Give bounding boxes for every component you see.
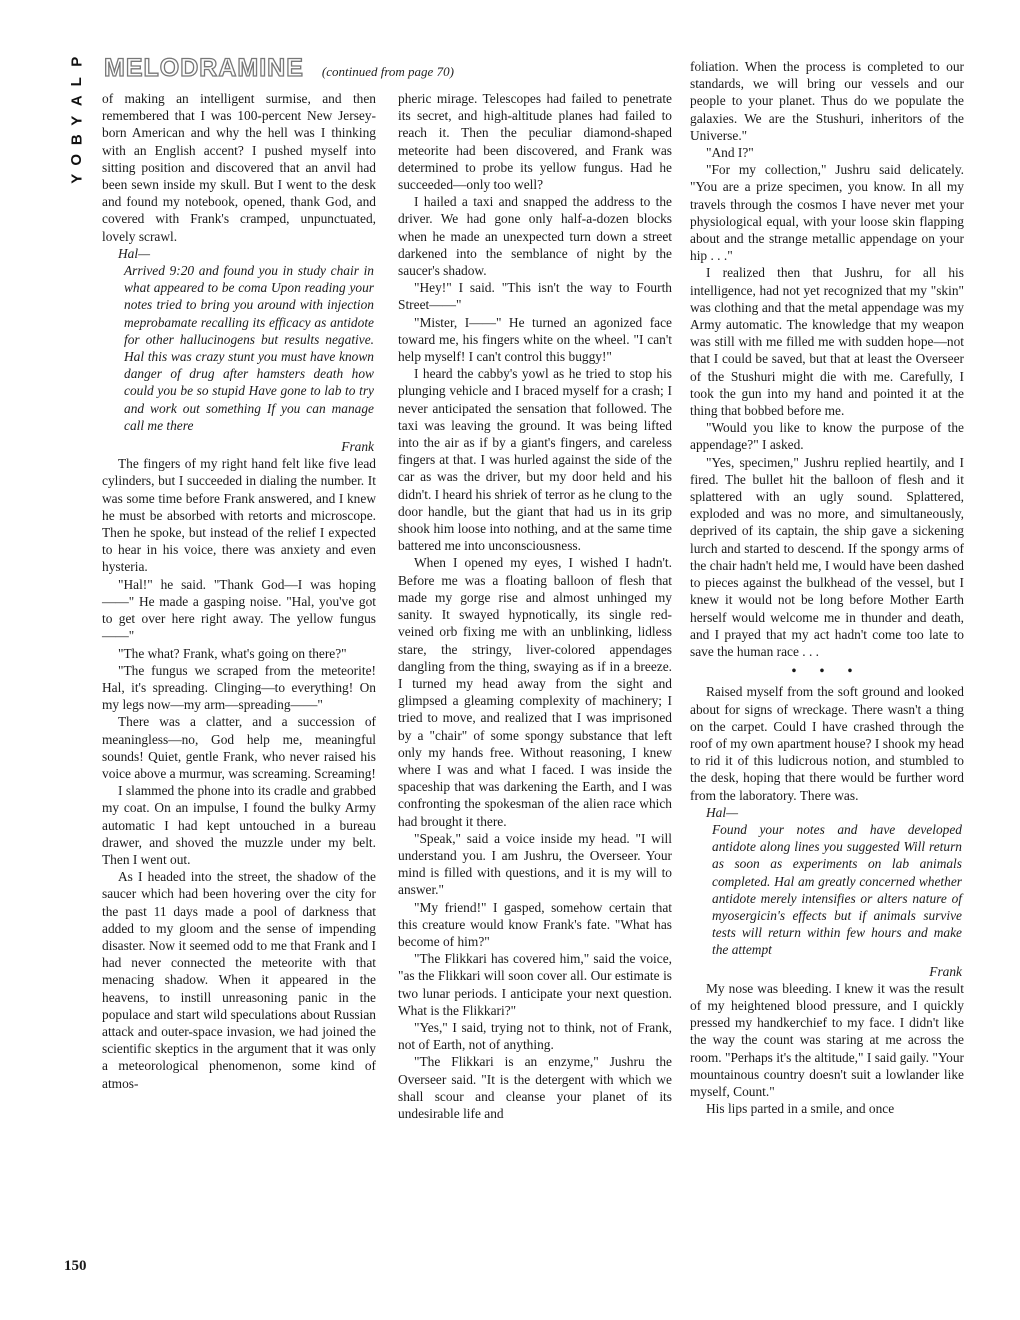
- paragraph: His lips parted in a smile, and once: [706, 1101, 895, 1117]
- paragraph: Raised myself from the soft ground and looked about for signs of wreckage. There wasn't a thing on the carpet. Could I have crashed through the roof of my own apartment house? I shook my head to rid it of this ludicrous notion, and stumbled to the desk, hoping that there would be further word from the laboratory. There was.: [690, 684, 964, 803]
- paragraph: "My friend!" I gasped, somehow certain that this creature would know Frank's fate. "What has become of him?": [398, 899, 672, 949]
- sidebar-letter: L: [68, 76, 86, 86]
- sidebar-letter: Y: [68, 115, 86, 126]
- page-number: 150: [64, 1258, 87, 1274]
- text-column-2: [398, 90, 672, 1122]
- note-signature: Frank: [929, 963, 962, 979]
- paragraph: I realized then that Jushru, for all his intelligence, had not yet recognized that my "skin" was clothing and that the metal appendage was my Army automatic. The knowledge that my weapon was still with me filled me with sudden hope—not that I could be saved, but that at least the Overseer of the Stushuri might die with me. Carefully, I took the gun into my hand and pointed it at the thing that bobbed before me.: [690, 265, 964, 419]
- text-column-1: [102, 90, 376, 1092]
- paragraph: "The Flikkari has covered him," said the voice, "as the Flikkari will soon cover all. Our estimate is two lunar periods. I anticipate your next question. What is the Flikkari?": [398, 951, 672, 1018]
- magazine-name-vertical: [66, 52, 88, 189]
- text-column-3: [690, 58, 964, 1117]
- paragraph: "Hey!" I said. "This isn't the way to Fourth Street——": [398, 280, 672, 313]
- paragraph: of making an intelligent surmise, and then remembered that I was 100-percent New Jersey-born American and why the hell was I thinking with an English accent? I pushed myself into sitting position and discovered that an anvil had been sewn inside my skull. But I went to the desk and found my notebook, opened, thank God, and covered with Frank's cramped, unpunctuated, lovely scrawl.: [102, 91, 376, 244]
- note-salutation: Hal—: [706, 804, 738, 820]
- paragraph: My nose was bleeding. I knew it was the result of my heightened blood pressure, and I quickly pressed my handkerchief to my face. I didn't like the way the count was staring at me across the room. "Perhaps it's the altitude," I said gaily. "Your mountainous country doesn't suit a lowlander like myself, Count.": [690, 980, 964, 1099]
- sidebar-letter: B: [68, 134, 86, 146]
- handwritten-note: Arrived 9:20 and found you in study chair in what appeared to be coma Upon reading your notes tried to bring you around with injection meprobamate recalling its efficacy as antidote for other hallucinogens but results negative. Hal this was crazy stunt you must have known danger of drug after hamsters death how could you be so stupid Have gone to lab to try and work out something If you can manage call me there: [124, 263, 374, 433]
- paragraph: I slammed the phone into its cradle and grabbed my coat. On an impulse, I found the bulky Army automatic I had kept untouched in a bureau drawer, and shoved the muzzle under my belt. Then I went out.: [102, 783, 376, 867]
- handwritten-note: Found your notes and have developed antidote along lines you suggested Will return as soon as experiments on lab animals completed. Hal am greatly concerned whether antidote merely intensifies or alters nature of myosergicin's effects but if animals survive tests will return within few hours and make the attempt: [712, 821, 962, 958]
- paragraph: "Yes," I said, trying not to think, not of Frank, not of Earth, not of anything.: [398, 1019, 672, 1053]
- section-title: MELODRAMINE: [104, 54, 304, 82]
- sidebar-letter: A: [68, 95, 86, 107]
- paragraph: "The what? Frank, what's going on there?": [118, 645, 347, 661]
- paragraph: "Hal!" he said. "Thank God—I was hoping——" He made a gasping noise. "Hal, you've got to get over here right away. The yellow fungus——": [102, 576, 376, 644]
- paragraph: pheric mirage. Telescopes had failed to penetrate its secret, and high-altitude planes had failed to reach it. Then the peculiar diamond-shaped meteorite had been discovered, and Frank was determined to probe its yellow fungus. Had he succeeded—only too well?: [398, 91, 672, 193]
- paragraph: "Mister, I——" He turned an agonized face toward me, his fingers white on the wheel. "I can't help myself! I can't control this buggy!": [398, 314, 672, 365]
- paragraph: "The Flikkari is an enzyme," Jushru the Overseer said. "It is the detergent with which we shall scour and cleanse your planet of its undesirable life and: [398, 1054, 672, 1121]
- sidebar-letter: P: [68, 56, 86, 67]
- paragraph: foliation. When the process is completed to our standards, we will bring our vessels and our people to your planet. Thus do we populate the galaxies. We are the Stushuri, inheritors of the Universe.": [690, 59, 964, 143]
- paragraph: When I opened my eyes, I wished I hadn't. Before me was a floating balloon of flesh that made my gorge rise and almost unhinged my sanity. It swayed hypnotically, its single red-veined orb fixing me with an unblinking, lidless stare, the stringy, liver-colored appendages dangling from the thing, swaying as if in a breeze. I turned my head away from the sight and glimpsed a gleaming complexity of machinery; I tried to move, and realized that I was imprisoned by a "chair" of some spongy substance that left only my hands free. Without reasoning, I knew where I was and what I faced. I was inside the spaceship that was darkening the Earth, and I was confronting the spokesman of the alien race which had brought it there.: [398, 555, 672, 829]
- note-salutation: Hal—: [118, 245, 150, 261]
- note-signature: Frank: [341, 439, 374, 455]
- paragraph: I heard the cabby's yowl as he tried to stop his plunging vehicle and I braced myself for a crash; I never anticipated the sensation that followed. The taxi was leaving the ground. It was being lifted into the air as if by a giant's fingers, and careless fingers at that. I was hurled against the side of the car as was the driver, but my door held and his didn't. I heard his shriek of terror as he clung to the door handle, but the giant that had us in its grip shook him loose into nothing, and at the same time battered me into unconsciousness.: [398, 366, 672, 554]
- paragraph: As I headed into the street, the shadow of the saucer which had been hovering over the city for the past 11 days made a pool of darkness that added to my gloom and the sense of impending disaster. Now it seemed odd to me that Frank and I had never connected the meteorite with that menacing shadow. When it appeared in the heavens, to instill unreasoning panic in the populace and start wild speculations about Russian attack and outer-space invasion, we had joined the scientific skeptics in the argument that it was only a meteorological phenomenon, some kind of atmos-: [102, 869, 376, 1091]
- section-break: • • •: [791, 663, 863, 679]
- continued-note: (continued from page 70): [321, 64, 454, 79]
- paragraph: There was a clatter, and a succession of meaningless—no, God help me, meaningful sounds! Quiet, gentle Frank, who never raised his voice above a murmur, was screaming. Screaming!: [102, 714, 376, 781]
- paragraph: I hailed a taxi and snapped the address to the driver. We had gone only half-a-dozen blocks when he made an unexpected turn down a street darkened into the semblance of night by the saucer's shadow.: [398, 194, 672, 279]
- paragraph: "And I?": [706, 145, 754, 161]
- paragraph: "For my collection," Jushru said delicately. "You are a prize specimen, you know. In all my travels through the cosmos I have never met your physiological equal, with your loose skin flapping about and the strange metallic appendage on your hip . . .": [690, 162, 964, 264]
- sidebar-letter: Y: [68, 173, 86, 184]
- article-header: [104, 54, 454, 84]
- paragraph: The fingers of my right hand felt like five lead cylinders, but I succeeded in dialing the number. It was some time before Frank answered, and I knew he must be absorbed with retorts and microscope. Then he spoke, but instead of the relief I expected to hear in his voice, there was anxiety and even hysteria.: [102, 456, 376, 575]
- paragraph: "Would you like to know the purpose of the appendage?" I asked.: [690, 420, 964, 453]
- sidebar-letter: O: [68, 153, 86, 166]
- paragraph: "Speak," said a voice inside my head. "I will understand you. I am Jushru, the Overseer. Your mind is filled with questions, and it is my will to answer.": [398, 830, 672, 898]
- paragraph: "The fungus we scraped from the meteorite! Hal, it's spreading. Clinging—to everything! On my legs now—my arm—spreading——": [102, 662, 376, 713]
- paragraph: "Yes, specimen," Jushru replied heartily, and I fired. The bullet hit the balloon of flesh and it splattered with an ugly sound. Splattered, exploded and was no more, and simultaneously, deprived of its captain, the ship gave a sickening lurch and started to descend. If the spongy arms of the chair hadn't held me, I would have been dashed to pieces against the bulkhead of the vessel, but I knew it would not be long before Mother Earth herself would welcome me in thunder and death, and I prayed that my act hadn't come too late to save the human race . . .: [690, 454, 964, 659]
